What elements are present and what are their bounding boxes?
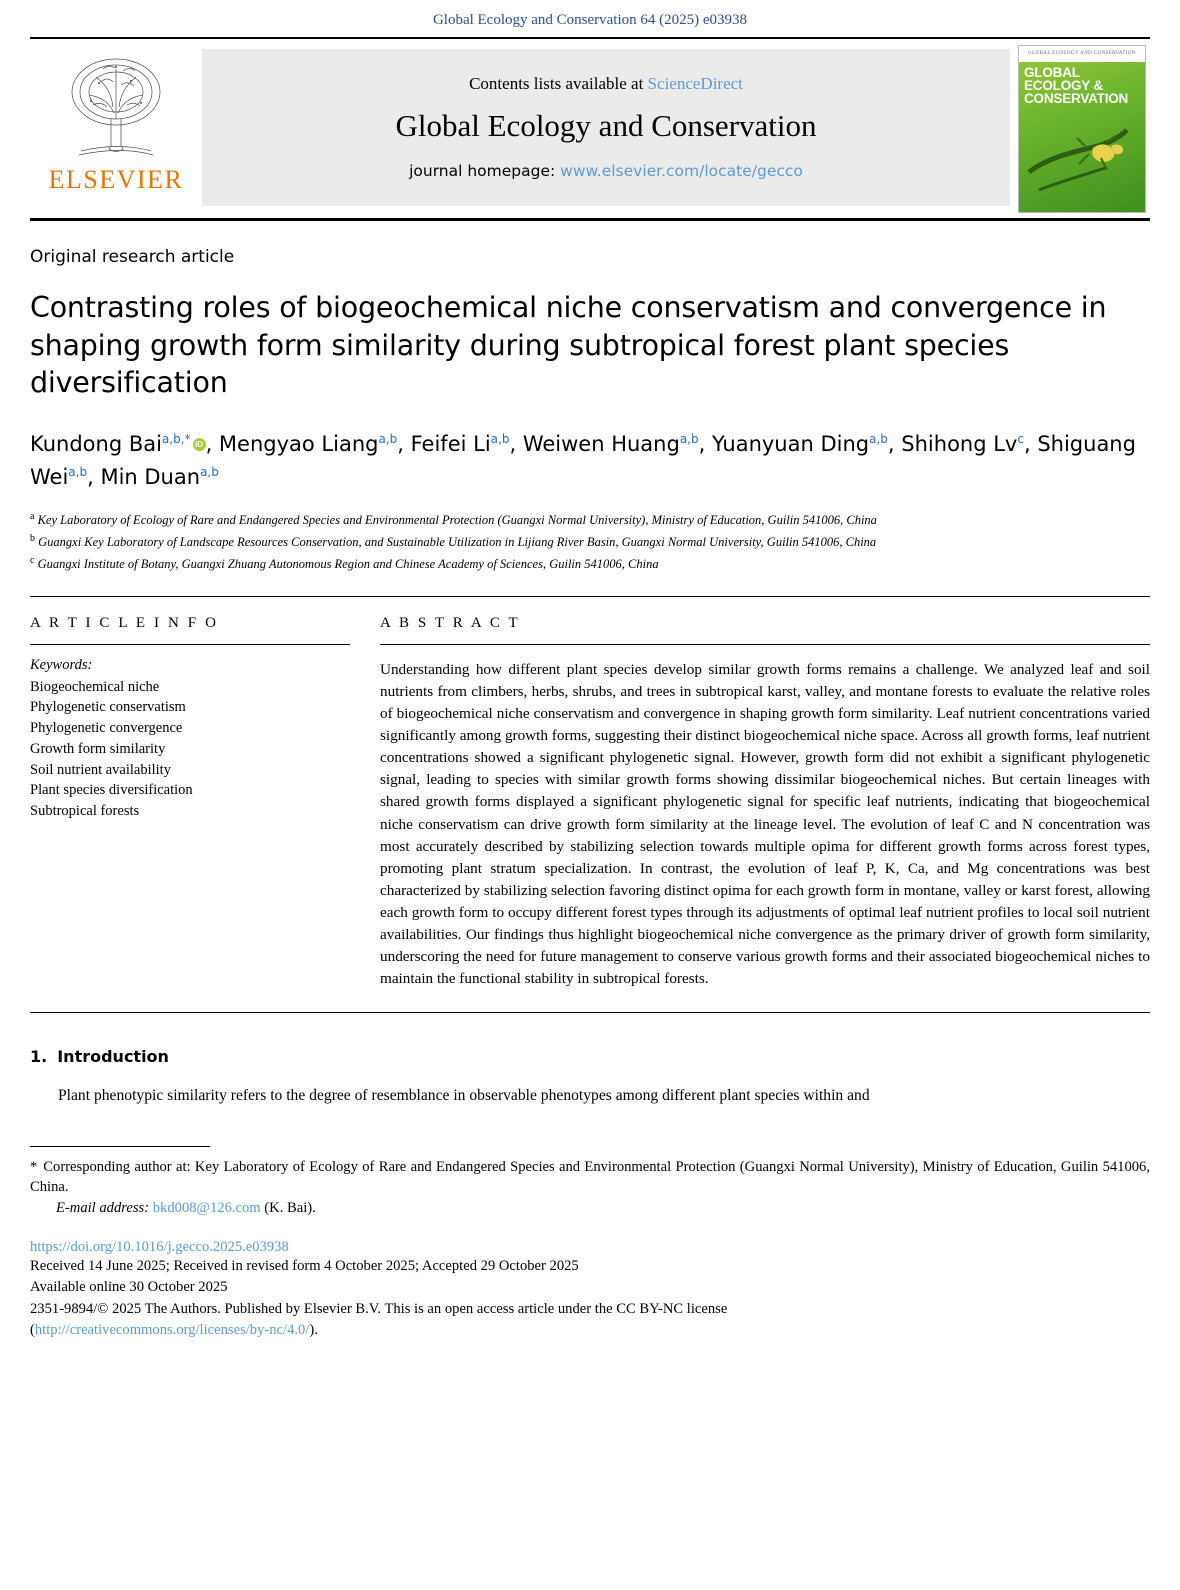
affiliation-text: Guangxi Institute of Botany, Guangxi Zhuang Autonomous Region and Chinese Academy of Sciences, Guilin 541006, China xyxy=(37,556,659,571)
introduction-paragraph: Plant phenotypic similarity refers to the degree of resemblance in observable phenotypes among different plant species within and xyxy=(58,1087,870,1105)
page-title: Contrasting roles of biogeochemical niche conservatism and convergence in shaping growth form similarity during subtropical forest plant species diversification xyxy=(30,291,1107,400)
author-name: Feifei Li xyxy=(410,431,491,456)
copyright-text: 2351-9894/© 2025 The Authors. Published by Elsevier B.V. This is an open access article under the CC BY-NC license xyxy=(30,1300,728,1317)
corresponding-author-note xyxy=(30,1157,1150,1198)
author-item xyxy=(219,432,397,456)
author-affil-mark: a,b,* xyxy=(161,431,191,446)
cover-top-band: GLOBAL ECOLOGY AND CONSERVATION xyxy=(1019,46,1145,62)
affiliation-item xyxy=(30,531,1150,552)
journal-title: Global Ecology and Conservation xyxy=(395,107,817,143)
email-link[interactable]: bkd008@126.com xyxy=(152,1200,261,1217)
abstract-bottom-divider xyxy=(30,1012,1150,1013)
author-name: Min Duan xyxy=(100,465,201,490)
corresponding-star: * xyxy=(30,1158,38,1175)
orcid-icon[interactable]: iD xyxy=(193,438,206,451)
affiliation-mark: b xyxy=(30,532,35,544)
author-item xyxy=(523,432,699,456)
cover-title: GLOBAL ECOLOGY & CONSERVATION xyxy=(1024,64,1129,106)
contents-prefix: Contents lists available at xyxy=(469,73,648,93)
elsevier-logo xyxy=(30,39,202,218)
info-abstract-block xyxy=(30,615,1150,991)
author-item xyxy=(712,432,888,456)
homepage-prefix: journal homepage: xyxy=(409,161,561,180)
author-name: Shihong Lv xyxy=(901,431,1018,456)
masthead-right xyxy=(1010,39,1150,218)
abstract-divider xyxy=(380,644,1150,645)
journal-cover-image xyxy=(1018,45,1146,213)
affiliation-item xyxy=(30,553,1150,574)
author-item xyxy=(100,465,218,489)
article-type: Original research article xyxy=(30,247,235,267)
contents-line xyxy=(469,74,743,94)
license-link[interactable]: http://creativecommons.org/licenses/by-nc/4.0/ xyxy=(34,1321,310,1338)
journal-masthead xyxy=(30,37,1150,221)
elsevier-tree-icon xyxy=(51,47,181,167)
author-item xyxy=(411,432,510,456)
affiliation-text: Guangxi Key Laboratory of Landscape Resources Conservation, and Sustainable Utilization in Lijiang River Basin, Guangxi Normal University, Guilin 541006, China xyxy=(38,535,877,550)
homepage-line xyxy=(409,162,803,180)
author-name: Kundong Bai xyxy=(30,431,162,456)
running-head: Global Ecology and Conservation 64 (2025) e03938 xyxy=(432,12,748,28)
author-affil-mark: a,b xyxy=(490,431,510,446)
license-line: (http://creativecommons.org/licenses/by-nc/4.0/). xyxy=(30,1321,318,1338)
article-info-divider xyxy=(30,644,350,645)
keyword-item: Phylogenetic conservatism xyxy=(30,699,186,716)
author-affil-mark: a,b xyxy=(679,431,699,446)
author-affil-mark: a,b xyxy=(200,465,219,480)
sciencedirect-link[interactable]: ScienceDirect xyxy=(647,73,743,93)
article-info-column xyxy=(30,615,350,991)
author-item xyxy=(30,432,206,456)
affiliation-mark: c xyxy=(30,554,35,566)
section-number: 1. xyxy=(30,1047,48,1067)
header-divider xyxy=(30,596,1150,597)
elsevier-wordmark: ELSEVIER xyxy=(48,165,184,194)
keyword-item: Subtropical forests xyxy=(30,803,140,820)
available-online-line: Available online 30 October 2025 xyxy=(30,1279,228,1296)
author-affil-mark: a,b xyxy=(68,465,88,480)
author-name: Weiwen Huang xyxy=(522,431,680,456)
affiliation-text: Key Laboratory of Ecology of Rare and Endangered Species and Environmental Protection (Guangxi Normal University), Ministry of Education, Guilin 541006, China xyxy=(37,513,877,528)
affiliation-item xyxy=(30,509,1150,530)
author-item xyxy=(901,432,1024,456)
email-suffix: (K. Bai). xyxy=(264,1200,316,1217)
abstract-text: Understanding how different plant species develop similar growth forms remains a challenge. We analyzed leaf and soil nutrients from climbers, herbs, shrubs, and trees in subtropical karst, valley, and montane forests to evaluate the relative roles of biogeochemical niche conservatism and convergence in shaping growth form similarity. Leaf nutrient concentrations varied significantly among growth forms, suggesting their distinct biogeochemical niche space. Across all growth forms, leaf nutrient concentrations showed a significant phylogenetic signal. However, growth form did not exhibit a significant phylogenetic signal, leading to species with similar growth forms showing dissimilar biogeochemical niches. But certain lineages with shared growth forms displayed a significant phylogenetic signal for specific leaf nutrients, indicating that biogeochemical niche conservatism can drive growth form similarity at the lineage level. The evolution of leaf C and N concentration was most accurately described by stabilizing selection towards multiple opima for different growth forms across forest types, promoting plant stratum specialization. In contrast, the evolution of leaf P, K, Ca, and Mg concentrations was best characterized by stabilizing selection favoring distinct opima for each growth form in montane, valley or karst forest, allowing each growth form to occupy different forest types through its adjustments of optimal leaf nutrient profiles to local soil nutrient availabilities. Our findings thus highlight biogeochemical niche convergence as the primary driver of growth form similarity, underscoring the need for future management to conserve various growth forms and their associated biogeochemical niches to maintain the functional stability in subtropical forests. xyxy=(380,660,1150,988)
author-name: Yuanyuan Ding xyxy=(711,431,870,456)
author-affil-mark: a,b xyxy=(869,431,888,446)
history-line: Received 14 June 2025; Received in revised form 4 October 2025; Accepted 29 October 2025 xyxy=(30,1258,579,1275)
corresponding-text: Corresponding author at: Key Laboratory of Ecology of Rare and Endangered Species and Environmental Protection (Guangxi Normal University), Ministry of Education, Guilin 541006, China. xyxy=(30,1158,1150,1196)
affiliation-mark: a xyxy=(30,511,35,523)
footnote-divider xyxy=(30,1146,210,1147)
gecko-illustration-icon xyxy=(1019,102,1145,212)
article-info-heading: A R T I C L E I N F O xyxy=(30,614,219,631)
doi-link[interactable]: https://doi.org/10.1016/j.gecco.2025.e03938 xyxy=(30,1239,289,1256)
author-name: Mengyao Liang xyxy=(218,431,379,456)
abstract-column xyxy=(380,615,1150,991)
masthead-center xyxy=(202,49,1010,206)
abstract-heading: A B S T R A C T xyxy=(380,614,521,631)
email-label: E-mail address: xyxy=(56,1200,150,1217)
section-title: Introduction xyxy=(57,1047,169,1067)
keywords-label: Keywords: xyxy=(30,656,93,673)
keyword-item: Phylogenetic convergence xyxy=(30,720,183,737)
doi-line xyxy=(30,1239,1150,1256)
author-name: Shiguang Wei xyxy=(30,431,1136,490)
author-list: Kundong Bai$^{a,b,*}$ iD , Mengyao Liang$^{a,b}$, Feifei Li$^{a,b}$, Weiwen Huang$^{a,b}$, Yuanyuan Ding$^{a,b}$, Shihong Lv$^c$, Shiguang Wei$^{a,b}$, Min Duan$^{a,b}$ xyxy=(30,431,1136,490)
keyword-item: Growth form similarity xyxy=(30,740,166,757)
author-affil-mark: a,b xyxy=(378,431,398,446)
keyword-item: Biogeochemical niche xyxy=(30,678,160,695)
keyword-item: Plant species diversification xyxy=(30,782,193,799)
copyright-line xyxy=(30,1299,1150,1341)
keyword-item: Soil nutrient availability xyxy=(30,761,171,778)
affiliation-list xyxy=(30,509,1150,574)
email-line xyxy=(30,1200,1150,1217)
journal-homepage-link[interactable]: www.elsevier.com/locate/gecco xyxy=(560,161,803,180)
section-heading-introduction xyxy=(30,1047,1150,1066)
author-affil-mark: c xyxy=(1017,431,1024,446)
